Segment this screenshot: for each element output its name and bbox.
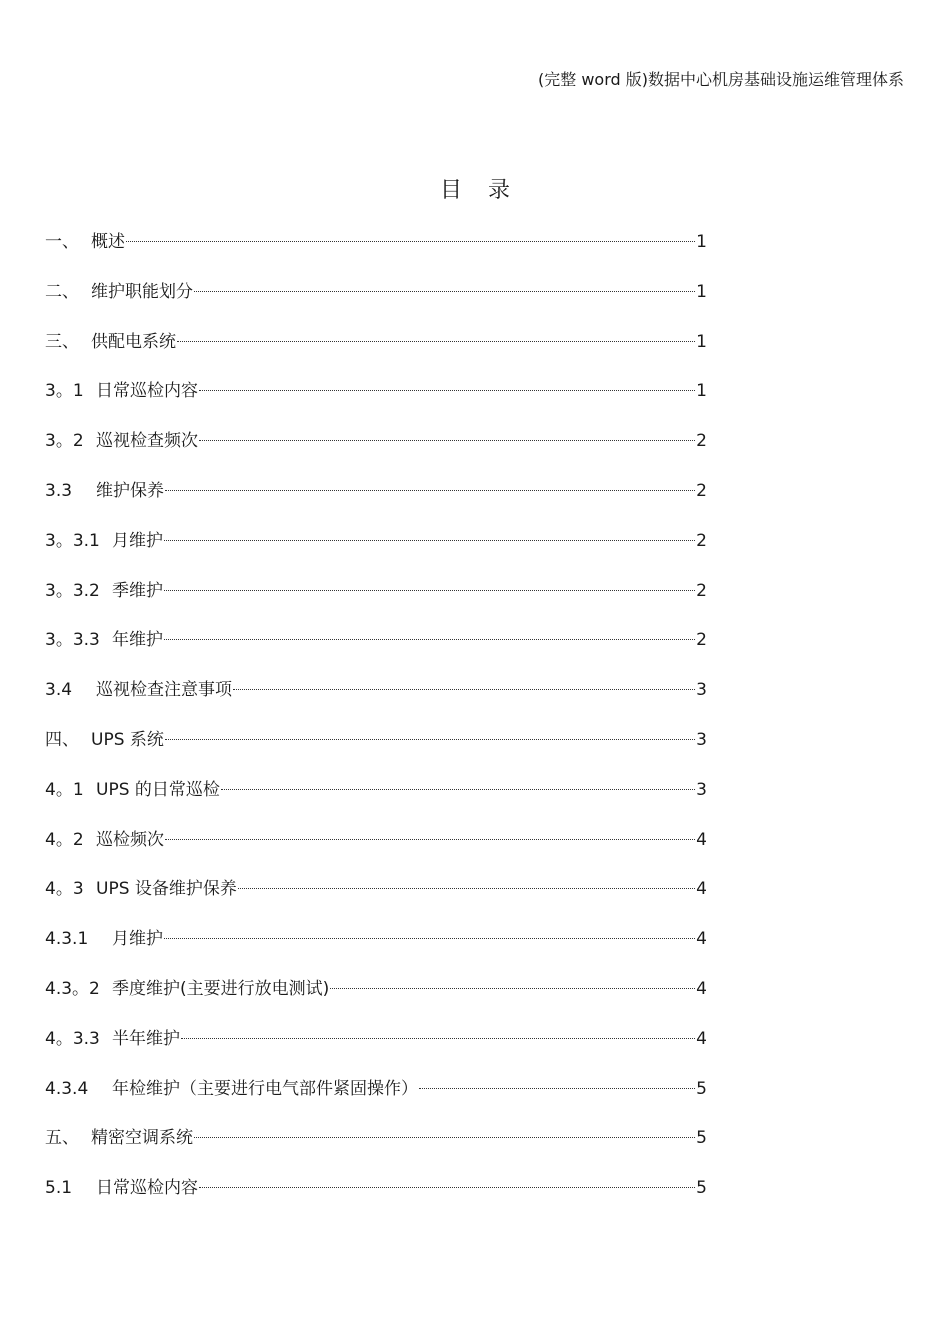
toc-dot-leader: [164, 639, 695, 640]
toc-page-number: 2: [696, 580, 707, 601]
toc-page-number: 4: [696, 929, 707, 950]
toc-page-number: 5: [696, 1128, 707, 1149]
toc-entry-number: 五、: [45, 1128, 79, 1149]
running-header: (完整 word 版)数据中心机房基础设施运维管理体系: [538, 70, 904, 89]
toc-page-number: 2: [696, 480, 707, 501]
toc-entry[interactable]: [45, 727, 707, 777]
toc-page-number: 5: [696, 1178, 707, 1199]
toc-entry-title: 巡视检查频次: [96, 431, 198, 452]
toc-page-number: 3: [696, 729, 707, 750]
toc-dot-leader: [194, 1137, 695, 1138]
toc-entry[interactable]: [45, 528, 707, 578]
toc-entry[interactable]: [45, 627, 707, 677]
toc-dot-leader: [419, 1088, 695, 1089]
toc-entry-number: 4。3.3: [45, 1028, 100, 1049]
toc-entry[interactable]: [45, 777, 707, 827]
toc-entry-number: 4.3。2: [45, 978, 100, 999]
toc-dot-leader: [181, 1038, 695, 1039]
toc-entry-title: 维护保养: [96, 480, 164, 501]
toc-page-number: 4: [696, 879, 707, 900]
toc-entry-title: UPS 的日常巡检: [96, 779, 220, 800]
toc-entry[interactable]: [45, 976, 707, 1026]
toc-entry-title: 日常巡检内容: [96, 381, 198, 402]
toc-entry[interactable]: [45, 478, 707, 528]
toc-page-number: 5: [696, 1078, 707, 1099]
toc-entry[interactable]: [45, 229, 707, 279]
toc-entry[interactable]: [45, 578, 707, 628]
toc-entry-number: 二、: [45, 281, 79, 302]
toc-dot-leader: [233, 689, 695, 690]
toc-dot-leader: [194, 291, 695, 292]
toc-dot-leader: [165, 739, 695, 740]
toc-entry-number: 4.3.4: [45, 1078, 89, 1099]
toc-entry-title: 精密空调系统: [91, 1128, 193, 1149]
toc-entry[interactable]: [45, 926, 707, 976]
toc-entry-title: 日常巡检内容: [96, 1178, 198, 1199]
toc-page-number: 1: [696, 281, 707, 302]
toc-page-number: 2: [696, 530, 707, 551]
toc-dot-leader: [164, 590, 695, 591]
toc-entry[interactable]: [45, 876, 707, 926]
toc-dot-leader: [238, 888, 695, 889]
toc-entry[interactable]: [45, 329, 707, 379]
toc-page-number: 1: [696, 331, 707, 352]
toc-entry[interactable]: [45, 1026, 707, 1076]
toc-title: 目录: [439, 178, 536, 203]
toc-entry-title: UPS 系统: [91, 729, 164, 750]
toc-entry[interactable]: [45, 279, 707, 329]
toc-entry-number: 3。3.3: [45, 630, 100, 651]
toc-entry-number: 4。3: [45, 879, 84, 900]
toc-entry-title: 年维护: [112, 630, 163, 651]
toc-entry-title: 月维护: [112, 530, 163, 551]
toc-entry[interactable]: [45, 1175, 707, 1225]
toc-entry-number: 四、: [45, 729, 79, 750]
table-of-contents: [45, 229, 707, 1225]
toc-entry-number: 3。2: [45, 431, 84, 452]
toc-dot-leader: [330, 988, 695, 989]
toc-entry[interactable]: [45, 1125, 707, 1175]
toc-entry-title: 巡视检查注意事项: [96, 680, 232, 701]
toc-entry-title: 季度维护(主要进行放电测试): [112, 978, 330, 999]
toc-dot-leader: [221, 789, 695, 790]
toc-entry-number: 4。2: [45, 829, 84, 850]
toc-page-number: 3: [696, 680, 707, 701]
toc-dot-leader: [165, 490, 695, 491]
toc-entry[interactable]: [45, 428, 707, 478]
toc-entry-title: 月维护: [112, 929, 163, 950]
toc-entry-number: 3。1: [45, 381, 84, 402]
toc-entry-title: 概述: [91, 232, 125, 252]
toc-dot-leader: [199, 440, 695, 441]
toc-entry[interactable]: [45, 677, 707, 727]
toc-entry-number: 一、: [45, 232, 79, 252]
toc-dot-leader: [164, 938, 695, 939]
toc-entry-number: 3.4: [45, 680, 73, 701]
toc-entry[interactable]: [45, 827, 707, 877]
toc-entry-number: 4。1: [45, 779, 84, 800]
toc-entry-number: 3。3.1: [45, 530, 100, 551]
toc-dot-leader: [199, 390, 695, 391]
toc-page-number: 2: [696, 431, 707, 452]
toc-entry-title: UPS 设备维护保养: [96, 879, 237, 900]
toc-entry-title: 年检维护（主要进行电气部件紧固操作）: [112, 1078, 418, 1099]
toc-entry-title: 半年维护: [112, 1028, 180, 1049]
toc-page-number: 4: [696, 978, 707, 999]
toc-entry-number: 5.1: [45, 1178, 73, 1199]
toc-dot-leader: [165, 839, 695, 840]
toc-page-number: 4: [696, 1028, 707, 1049]
toc-entry-number: 3.3: [45, 480, 73, 501]
toc-entry-title: 季维护: [112, 580, 163, 601]
toc-page-number: 3: [696, 779, 707, 800]
toc-page-number: 1: [696, 381, 707, 402]
toc-entry-number: 3。3.2: [45, 580, 100, 601]
toc-dot-leader: [164, 540, 695, 541]
toc-dot-leader: [126, 241, 695, 242]
toc-entry-title: 维护职能划分: [91, 281, 193, 302]
toc-page-number: 1: [696, 232, 707, 252]
toc-entry-title: 巡检频次: [96, 829, 164, 850]
toc-entry-number: 三、: [45, 331, 79, 352]
toc-dot-leader: [177, 341, 695, 342]
toc-entry-title: 供配电系统: [91, 331, 176, 352]
toc-entry-number: 4.3.1: [45, 929, 89, 950]
toc-entry[interactable]: [45, 378, 707, 428]
toc-entry[interactable]: [45, 1076, 707, 1126]
toc-page-number: 2: [696, 630, 707, 651]
toc-dot-leader: [199, 1187, 695, 1188]
toc-page-number: 4: [696, 829, 707, 850]
